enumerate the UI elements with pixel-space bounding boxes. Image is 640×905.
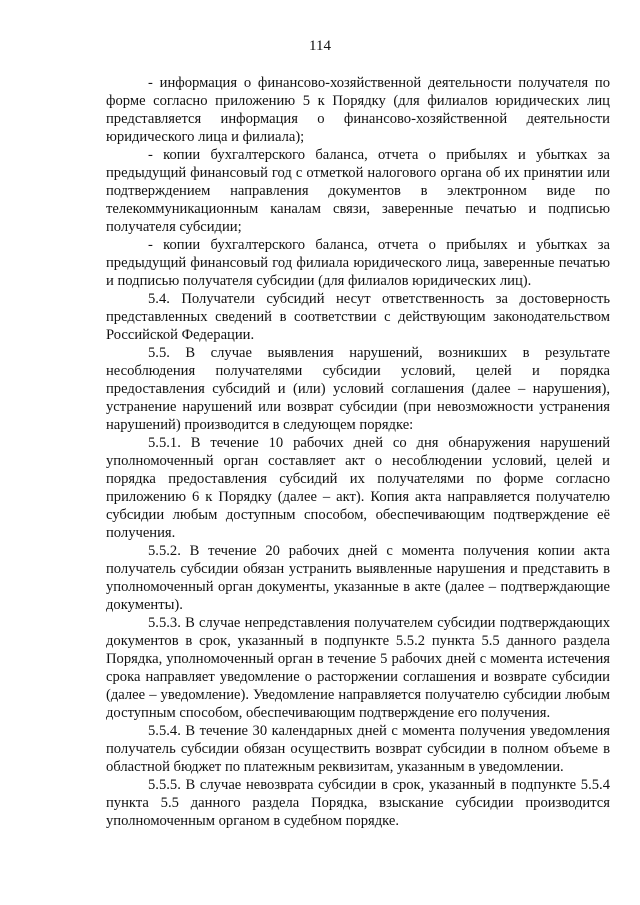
page-number: 114 bbox=[309, 38, 331, 54]
paragraph-5-5-3: 5.5.3. В случае непредставления получателем субсидии подтверждающих документов в срок, указанный в подпункте 5.5.2 пункта 5.5 данного раздела Порядка, уполномоченный орган в течение 5 рабочих дней с момента истечения срока направляет уведомление о расторжении соглашения и возврате субсидии (далее – уведомление). Уведомление направляется получателю субсидии любым доступным способом, обеспечивающим подтверждение его получения. bbox=[106, 615, 610, 721]
paragraph-5-5-4: 5.5.4. В течение 30 календарных дней с момента получения уведомления получатель субсидии обязан осуществить возврат субсидии в полном объеме в областной бюджет по платежным реквизитам, указанным в уведомлении. bbox=[106, 723, 610, 775]
paragraph-5-5-5: 5.5.5. В случае невозврата субсидии в срок, указанный в подпункте 5.5.4 пункта 5.5 данного раздела Порядка, взыскание субсидии производится уполномоченным органом в судебном порядке. bbox=[106, 777, 610, 829]
paragraph-financial-info: - информация о финансово-хозяйственной деятельности получателя по форме согласно приложению 5 к Порядку (для филиалов юридических лиц представляется информация о финансово-хозяйственной деятельности юридического лица и филиала); bbox=[106, 75, 610, 145]
paragraph-5-5-2: 5.5.2. В течение 20 рабочих дней с момента получения копии акта получатель субсидии обязан устранить выявленные нарушения и представить в уполномоченный орган документы, указанные в акте (далее – подтверждающие документы). bbox=[106, 543, 610, 613]
paragraph-balance-copies: - копии бухгалтерского баланса, отчета о прибылях и убытках за предыдущий финансовый год с отметкой налогового органа об их принятии или подтверждением направления документов в электронном виде по телекоммуникационным каналам связи, заверенные печатью и подписью получателя субсидии; bbox=[106, 147, 610, 235]
document-body bbox=[106, 74, 610, 830]
paragraph-branch-balance-copies: - копии бухгалтерского баланса, отчета о прибылях и убытках за предыдущий финансовый год филиала юридического лица, заверенные печатью и подписью получателя субсидии (для филиалов юридических лиц). bbox=[106, 237, 610, 289]
paragraph-5-4: 5.4. Получатели субсидий несут ответственность за достоверность представленных сведений в соответствии с действующим законодательством Российской Федерации. bbox=[106, 291, 610, 343]
paragraph-5-5-1: 5.5.1. В течение 10 рабочих дней со дня обнаружения нарушений уполномоченный орган составляет акт о несоблюдении условий, целей и порядка предоставления субсидий их получателями по форме согласно приложению 6 к Порядку (далее – акт). Копия акта направляется получателю субсидии любым доступным способом, обеспечивающим подтверждение её получения. bbox=[106, 435, 610, 541]
paragraph-5-5: 5.5. В случае выявления нарушений, возникших в результате несоблюдения получателями субсидии условий, целей и порядка предоставления субсидий и (или) условий соглашения (далее – нарушения), устранение нарушений или возврат субсидии (при невозможности устранения нарушений) производится в следующем порядке: bbox=[106, 345, 610, 433]
